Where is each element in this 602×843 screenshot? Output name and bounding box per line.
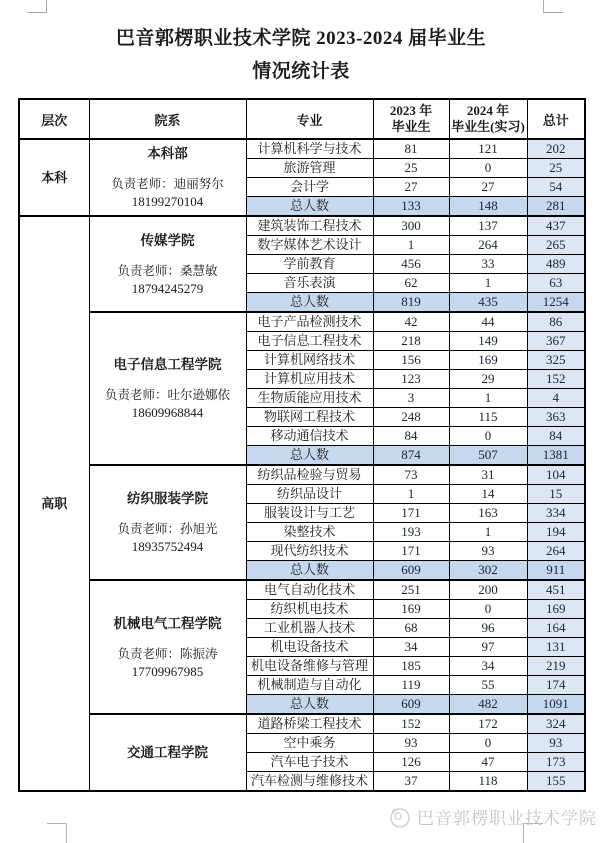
count-2024-cell: 264	[449, 236, 527, 255]
count-2023-cell: 62	[373, 274, 449, 293]
count-2023-cell: 3	[373, 389, 449, 408]
total-cell: 25	[527, 159, 585, 178]
major-name-cell: 汽车电子技术	[246, 753, 373, 772]
department-cell	[89, 216, 246, 312]
major-name-cell: 机电设备技术	[246, 638, 373, 657]
total-cell: 334	[527, 504, 585, 523]
sum-2023-cell: 819	[373, 293, 449, 313]
count-2023-cell: 81	[373, 139, 449, 159]
major-name-cell: 机电设备维修与管理	[246, 657, 373, 676]
margin-corner-mark-top-right	[543, 0, 563, 13]
sum-total-cell: 911	[527, 561, 585, 581]
major-row	[19, 216, 585, 236]
header-2023-line-2: 毕业生	[391, 119, 431, 134]
major-name-cell: 工业机器人技术	[246, 619, 373, 638]
count-2024-cell: 163	[449, 504, 527, 523]
total-cell: 63	[527, 274, 585, 293]
count-2024-cell: 149	[449, 332, 527, 351]
sum-2024-cell: 148	[449, 197, 527, 217]
page-title-line-1: 巴音郭楞职业技术学院 2023-2024 届毕业生	[115, 28, 487, 49]
department-teacher: 负责老师：吐尔逊娜依	[104, 388, 230, 402]
major-row	[19, 139, 585, 159]
total-cell: 164	[527, 619, 585, 638]
count-2023-cell: 152	[373, 714, 449, 734]
total-cell: 169	[527, 600, 585, 619]
department-name: 本科部	[147, 146, 188, 161]
department-cell	[89, 580, 246, 714]
major-name-cell: 音乐表演	[246, 274, 373, 293]
major-row	[19, 714, 585, 734]
count-2023-cell: 25	[373, 159, 449, 178]
department-name: 纺织服装学院	[127, 491, 208, 506]
header-2024-graduates	[449, 99, 527, 139]
margin-corner-mark-bottom-left	[47, 823, 67, 843]
count-2023-cell: 456	[373, 255, 449, 274]
total-cell: 152	[527, 370, 585, 389]
count-2024-cell: 200	[449, 580, 527, 600]
count-2023-cell: 185	[373, 657, 449, 676]
major-name-cell: 计算机网络技术	[246, 351, 373, 370]
count-2024-cell: 34	[449, 657, 527, 676]
major-row	[19, 580, 585, 600]
major-name-cell: 移动通信技术	[246, 427, 373, 446]
major-name-cell: 电气自动化技术	[246, 580, 373, 600]
department-cell	[89, 714, 246, 791]
department-name: 机械电气工程学院	[113, 615, 222, 631]
sum-label-cell: 总人数	[246, 561, 373, 581]
total-cell: 174	[527, 676, 585, 695]
major-name-cell: 学前教育	[246, 255, 373, 274]
header-level: 层次	[19, 99, 89, 139]
count-2023-cell: 68	[373, 619, 449, 638]
sum-label-cell: 总人数	[246, 446, 373, 466]
sum-total-cell: 1254	[527, 293, 585, 313]
major-name-cell: 道路桥梁工程技术	[246, 714, 373, 734]
department-phone: 18935752494	[131, 539, 204, 554]
major-name-cell: 建筑装饰工程技术	[246, 216, 373, 236]
department-teacher: 负责老师：桑慧敏	[117, 263, 218, 278]
count-2024-cell: 44	[449, 312, 527, 332]
total-cell: 265	[527, 236, 585, 255]
sum-2024-cell: 507	[449, 446, 527, 466]
count-2024-cell: 0	[449, 427, 527, 446]
major-name-cell: 纺织品设计	[246, 485, 373, 504]
count-2023-cell: 1	[373, 236, 449, 255]
total-cell: 363	[527, 408, 585, 427]
sum-label-cell: 总人数	[246, 695, 373, 715]
department-name: 交通工程学院	[127, 744, 208, 760]
sum-2024-cell: 435	[449, 293, 527, 313]
total-cell: 54	[527, 178, 585, 197]
count-2024-cell: 1	[449, 523, 527, 542]
major-name-cell: 电子信息工程技术	[246, 332, 373, 351]
major-name-cell: 服装设计与工艺	[246, 504, 373, 523]
page-title-line-2: 情况统计表	[252, 61, 350, 82]
header-2023-graduates	[373, 99, 449, 139]
count-2024-cell: 29	[449, 370, 527, 389]
major-name-cell: 旅游管理	[246, 159, 373, 178]
total-cell: 155	[527, 772, 585, 792]
count-2024-cell: 137	[449, 216, 527, 236]
department-phone: 18609968844	[131, 405, 204, 420]
major-name-cell: 空中乘务	[246, 734, 373, 753]
count-2023-cell: 1	[373, 485, 449, 504]
count-2023-cell: 171	[373, 542, 449, 561]
major-name-cell: 汽车检测与维修技术	[246, 772, 373, 792]
total-cell: 219	[527, 657, 585, 676]
count-2023-cell: 27	[373, 178, 449, 197]
count-2023-cell: 123	[373, 370, 449, 389]
sum-label-cell: 总人数	[246, 293, 373, 313]
table-header-row	[19, 99, 585, 139]
count-2023-cell: 34	[373, 638, 449, 657]
sum-2023-cell: 609	[373, 561, 449, 581]
sum-total-cell: 281	[527, 197, 585, 217]
total-cell: 367	[527, 332, 585, 351]
total-cell: 84	[527, 427, 585, 446]
total-cell: 264	[527, 542, 585, 561]
count-2023-cell: 193	[373, 523, 449, 542]
total-cell: 4	[527, 389, 585, 408]
count-2024-cell: 0	[449, 600, 527, 619]
header-total: 总计	[527, 99, 585, 139]
level-cell: 高职	[19, 216, 89, 791]
total-cell: 489	[527, 255, 585, 274]
count-2024-cell: 0	[449, 734, 527, 753]
count-2024-cell: 1	[449, 389, 527, 408]
sum-total-cell: 1091	[527, 695, 585, 715]
major-row	[19, 312, 585, 332]
page-title	[0, 0, 602, 88]
total-cell: 325	[527, 351, 585, 370]
count-2024-cell: 93	[449, 542, 527, 561]
major-name-cell: 会计学	[246, 178, 373, 197]
total-cell: 194	[527, 523, 585, 542]
graduates-statistics-table	[18, 98, 586, 792]
major-name-cell: 计算机科学与技术	[246, 139, 373, 159]
department-teacher: 负责老师：陈振涛	[117, 646, 218, 661]
college-seal-icon	[388, 805, 412, 829]
count-2023-cell: 300	[373, 216, 449, 236]
sum-total-cell: 1381	[527, 446, 585, 466]
major-name-cell: 纺织机电技术	[246, 600, 373, 619]
count-2024-cell: 1	[449, 274, 527, 293]
count-2023-cell: 126	[373, 753, 449, 772]
major-name-cell: 生物质能应用技术	[246, 389, 373, 408]
count-2024-cell: 115	[449, 408, 527, 427]
count-2024-cell: 97	[449, 638, 527, 657]
count-2023-cell: 37	[373, 772, 449, 792]
count-2024-cell: 33	[449, 255, 527, 274]
count-2023-cell: 42	[373, 312, 449, 332]
sum-2023-cell: 609	[373, 695, 449, 715]
department-phone: 18794245279	[131, 280, 204, 296]
level-cell: 本科	[19, 139, 89, 216]
total-cell: 93	[527, 734, 585, 753]
department-name: 电子信息工程学院	[113, 357, 222, 372]
department-teacher: 负责老师：迪丽努尔	[111, 177, 224, 191]
total-cell: 173	[527, 753, 585, 772]
header-major: 专业	[246, 99, 373, 139]
total-cell: 451	[527, 580, 585, 600]
count-2024-cell: 121	[449, 139, 527, 159]
total-cell: 104	[527, 465, 585, 485]
count-2024-cell: 27	[449, 178, 527, 197]
major-name-cell: 现代纺织技术	[246, 542, 373, 561]
count-2024-cell: 172	[449, 714, 527, 734]
major-name-cell: 电子产品检测技术	[246, 312, 373, 332]
major-row	[19, 465, 585, 485]
total-cell: 86	[527, 312, 585, 332]
total-cell: 202	[527, 139, 585, 159]
count-2023-cell: 218	[373, 332, 449, 351]
department-cell	[89, 312, 246, 465]
sum-label-cell: 总人数	[246, 197, 373, 217]
department-teacher: 负责老师：孙旭光	[117, 522, 218, 536]
count-2024-cell: 47	[449, 753, 527, 772]
count-2023-cell: 156	[373, 351, 449, 370]
count-2023-cell: 169	[373, 600, 449, 619]
total-cell: 15	[527, 485, 585, 504]
count-2023-cell: 93	[373, 734, 449, 753]
count-2024-cell: 0	[449, 159, 527, 178]
count-2023-cell: 248	[373, 408, 449, 427]
department-phone: 17709967985	[131, 663, 204, 679]
count-2023-cell: 119	[373, 676, 449, 695]
department-name: 传媒学院	[140, 232, 195, 248]
count-2024-cell: 169	[449, 351, 527, 370]
header-department: 院系	[89, 99, 246, 139]
department-cell	[89, 139, 246, 216]
count-2024-cell: 31	[449, 465, 527, 485]
sum-2024-cell: 302	[449, 561, 527, 581]
count-2024-cell: 55	[449, 676, 527, 695]
sum-2024-cell: 482	[449, 695, 527, 715]
major-name-cell: 物联网工程技术	[246, 408, 373, 427]
college-watermark	[388, 804, 597, 829]
count-2023-cell: 251	[373, 580, 449, 600]
margin-corner-mark-top-left	[27, 0, 47, 13]
count-2024-cell: 14	[449, 485, 527, 504]
header-2024-line-2: 毕业生(实习)	[451, 119, 525, 134]
major-name-cell: 数字媒体艺术设计	[246, 236, 373, 255]
sum-2023-cell: 133	[373, 197, 449, 217]
total-cell: 131	[527, 638, 585, 657]
department-cell	[89, 465, 246, 580]
major-name-cell: 纺织品检验与贸易	[246, 465, 373, 485]
total-cell: 324	[527, 714, 585, 734]
header-2023-line-1: 2023 年	[389, 103, 433, 118]
total-cell: 437	[527, 216, 585, 236]
header-2024-line-1: 2024 年	[466, 103, 510, 118]
count-2024-cell: 96	[449, 619, 527, 638]
department-phone: 18199270104	[131, 194, 204, 209]
count-2023-cell: 171	[373, 504, 449, 523]
major-name-cell: 计算机应用技术	[246, 370, 373, 389]
count-2024-cell: 118	[449, 772, 527, 792]
major-name-cell: 机械制造与自动化	[246, 676, 373, 695]
major-name-cell: 染整技术	[246, 523, 373, 542]
sum-2023-cell: 874	[373, 446, 449, 466]
college-watermark-text: 巴音郭楞职业技术学院	[417, 809, 597, 828]
count-2023-cell: 73	[373, 465, 449, 485]
count-2023-cell: 84	[373, 427, 449, 446]
